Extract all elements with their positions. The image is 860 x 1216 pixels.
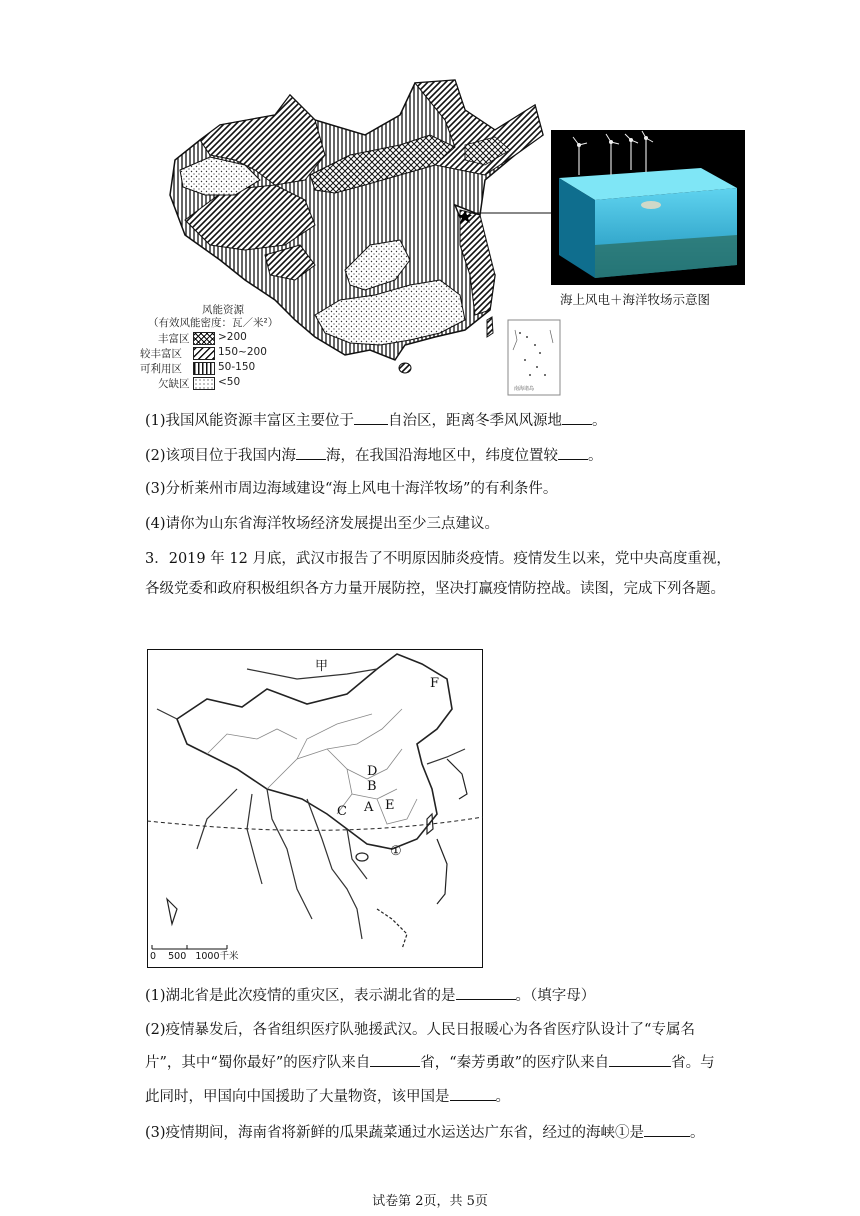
wind-legend: 风能资源 （有效风能密度：瓦／米²） 丰富区 >200 较丰富区 150~200 可利用区 50-150 欠缺区 <50 bbox=[140, 304, 279, 390]
photo-caption: 海上风电＋海洋牧场示意图 bbox=[560, 292, 711, 307]
inset-label: 南海诸岛 bbox=[514, 386, 535, 392]
map-label-D: D bbox=[367, 764, 378, 779]
map-label-A: A bbox=[364, 800, 374, 815]
q3-stem: 3．2019 年 12 月底，武汉市报告了不明原因肺炎疫情。疫情发生以来，党中央高度重视，各级党委和政府积极组织各方力量开展防控，坚决打赢疫情防控战。读图，完成下列各题。 bbox=[145, 551, 731, 597]
answer-blank[interactable] bbox=[450, 1086, 496, 1101]
answer-blank[interactable] bbox=[558, 445, 588, 460]
answer-blank[interactable] bbox=[562, 410, 592, 425]
q3-sub1: (1)湖北省是此次疫情的重灾区，表示湖北省的是 。（填字母） bbox=[145, 985, 595, 1006]
answer-blank[interactable] bbox=[644, 1122, 690, 1137]
q2-sub1: (1)我国风能资源丰富区主要位于 自治区，距离冬季风风源地 。 bbox=[145, 410, 607, 431]
legend-title: 风能资源 bbox=[202, 304, 244, 316]
q2-sub3: (3)分析莱州市周边海域建设“海上风电十海洋牧场”的有利条件。 bbox=[145, 481, 558, 497]
q3-sub2-line2: 片”，其中“蜀你最好”的医疗队来自 省，“秦芳勇敢”的医疗队来自 省。与 bbox=[145, 1052, 715, 1073]
map-label-B: B bbox=[367, 779, 377, 794]
answer-blank[interactable] bbox=[296, 445, 326, 460]
q2-sub4: (4)请你为山东省海洋牧场经济发展提出至少三点建议。 bbox=[145, 516, 500, 532]
q3-sub3: (3)疫情期间，海南省将新鲜的瓜果蔬菜通过水运送达广东省，经过的海峡①是 。 bbox=[145, 1122, 705, 1143]
page-footer: 试卷第 2页，共 5页 bbox=[372, 1194, 488, 1209]
map-label-F: F bbox=[430, 676, 440, 691]
map-label-jia: 甲 bbox=[315, 659, 329, 674]
legend-subtitle: （有效风能密度：瓦／米²） bbox=[148, 317, 279, 329]
answer-blank[interactable] bbox=[609, 1052, 671, 1067]
map-label-C: C bbox=[337, 804, 347, 819]
q2-sub2: (2)该项目位于我国内海 海，在我国沿海地区中，纬度位置较 。 bbox=[145, 445, 603, 466]
map-scale-label: 0 500 1000千米 bbox=[150, 951, 239, 962]
map-label-E: E bbox=[385, 798, 395, 813]
offshore-wind-photo bbox=[551, 130, 745, 285]
answer-blank[interactable] bbox=[370, 1052, 420, 1067]
strait-marker: ① bbox=[390, 844, 402, 859]
q3-sub2-line1: (2)疫情暴发后，各省组织医疗队驰援武汉。人民日报暖心为各省医疗队设计了“专属名 bbox=[145, 1022, 695, 1038]
east-asia-map bbox=[147, 649, 483, 968]
q3-sub2-line3: 此同时，甲国向中国援助了大量物资，该甲国是 。 bbox=[145, 1086, 510, 1107]
answer-blank[interactable] bbox=[354, 410, 388, 425]
answer-blank[interactable] bbox=[456, 985, 516, 1000]
south-china-sea-inset bbox=[508, 320, 560, 395]
